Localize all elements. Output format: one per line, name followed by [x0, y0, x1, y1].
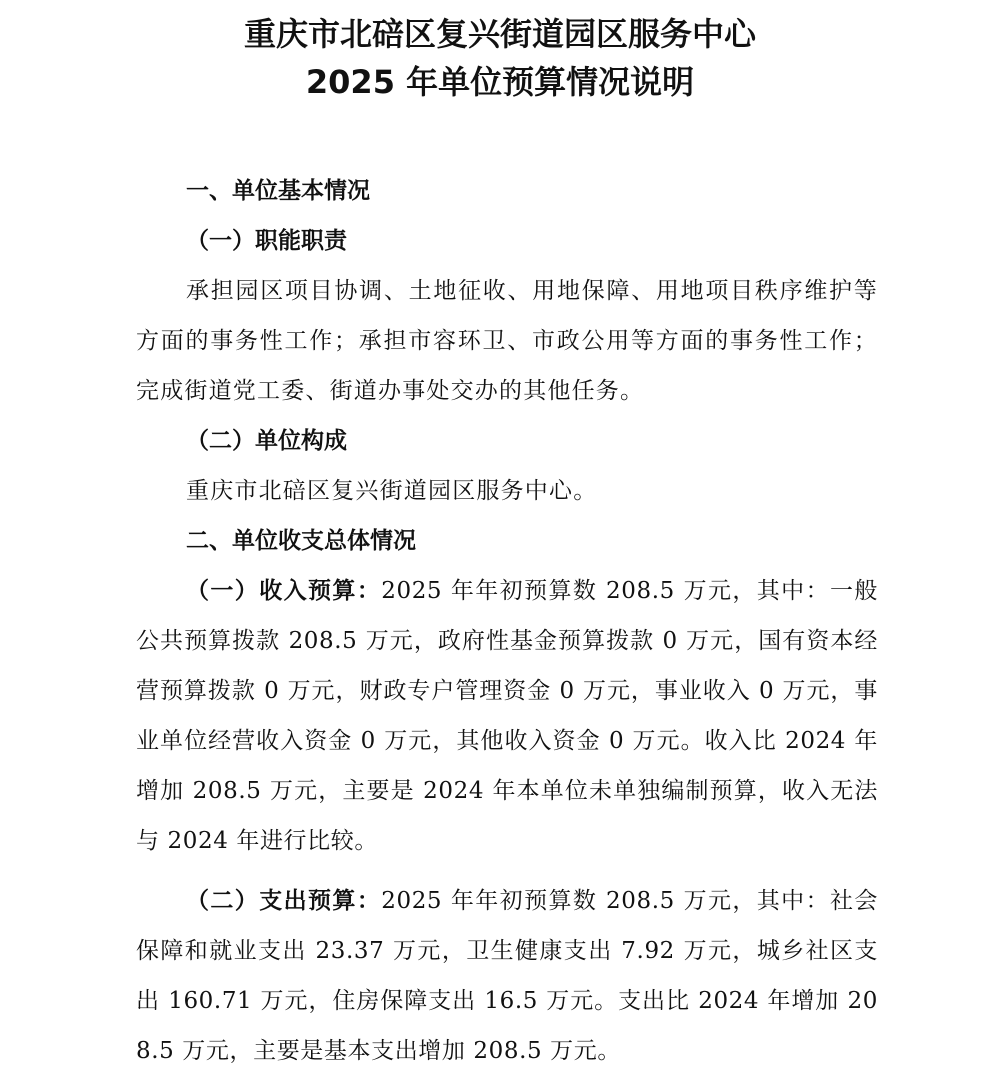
income-paragraph — [136, 566, 878, 866]
income-text: 2025 年年初预算数 208.5 万元，其中：一般公共预算拨款 208.5 万元，政府性基金预算拨款 0 万元，国有资本经营预算拨款 0 万元，财政专户管理资金 0 万元，事业收入 0 万元，事业单位经营收入资金 0 万元，其他收入资金 0 万元。收入比 2024 年增加 208.5 万元，主要是 2024 年本单位未单独编制预算，收入无法与 2024 年进行比较。 — [136, 578, 878, 854]
section-1-heading: 一、单位基本情况 — [186, 178, 370, 204]
section-1-sub-2-heading: （二）单位构成 — [186, 427, 347, 454]
expense-lead: （二）支出预算： — [186, 888, 382, 914]
section-2-heading: 二、单位收支总体情况 — [186, 528, 416, 554]
document-title — [0, 10, 1000, 106]
composition-paragraph: 重庆市北碚区复兴街道园区服务中心。 — [186, 478, 598, 504]
duties-paragraph: 承担园区项目协调、土地征收、用地保障、用地项目秩序维护等方面的事务性工作；承担市容环卫、市政公用等方面的事务性工作；完成街道党工委、街道办事处交办的其他任务。 — [136, 278, 878, 404]
expense-text: 2025 年年初预算数 208.5 万元，其中：社会保障和就业支出 23.37 万元，卫生健康支出 7.92 万元，城乡社区支出 160.71 万元，住房保障支出 16.5 万元。支出比 2024 年增加 208.5 万元，主要是基本支出增加 208.5 万元。 — [136, 888, 878, 1064]
spacer — [136, 866, 878, 876]
title-line-2: 2025 年单位预算情况说明 — [305, 63, 695, 101]
title-line-1: 重庆市北碚区复兴街道园区服务中心 — [243, 15, 756, 53]
expense-paragraph — [136, 876, 878, 1076]
section-1-sub-1-heading: （一）职能职责 — [186, 227, 347, 254]
income-lead: （一）收入预算： — [186, 578, 382, 604]
document-body — [136, 166, 878, 1076]
